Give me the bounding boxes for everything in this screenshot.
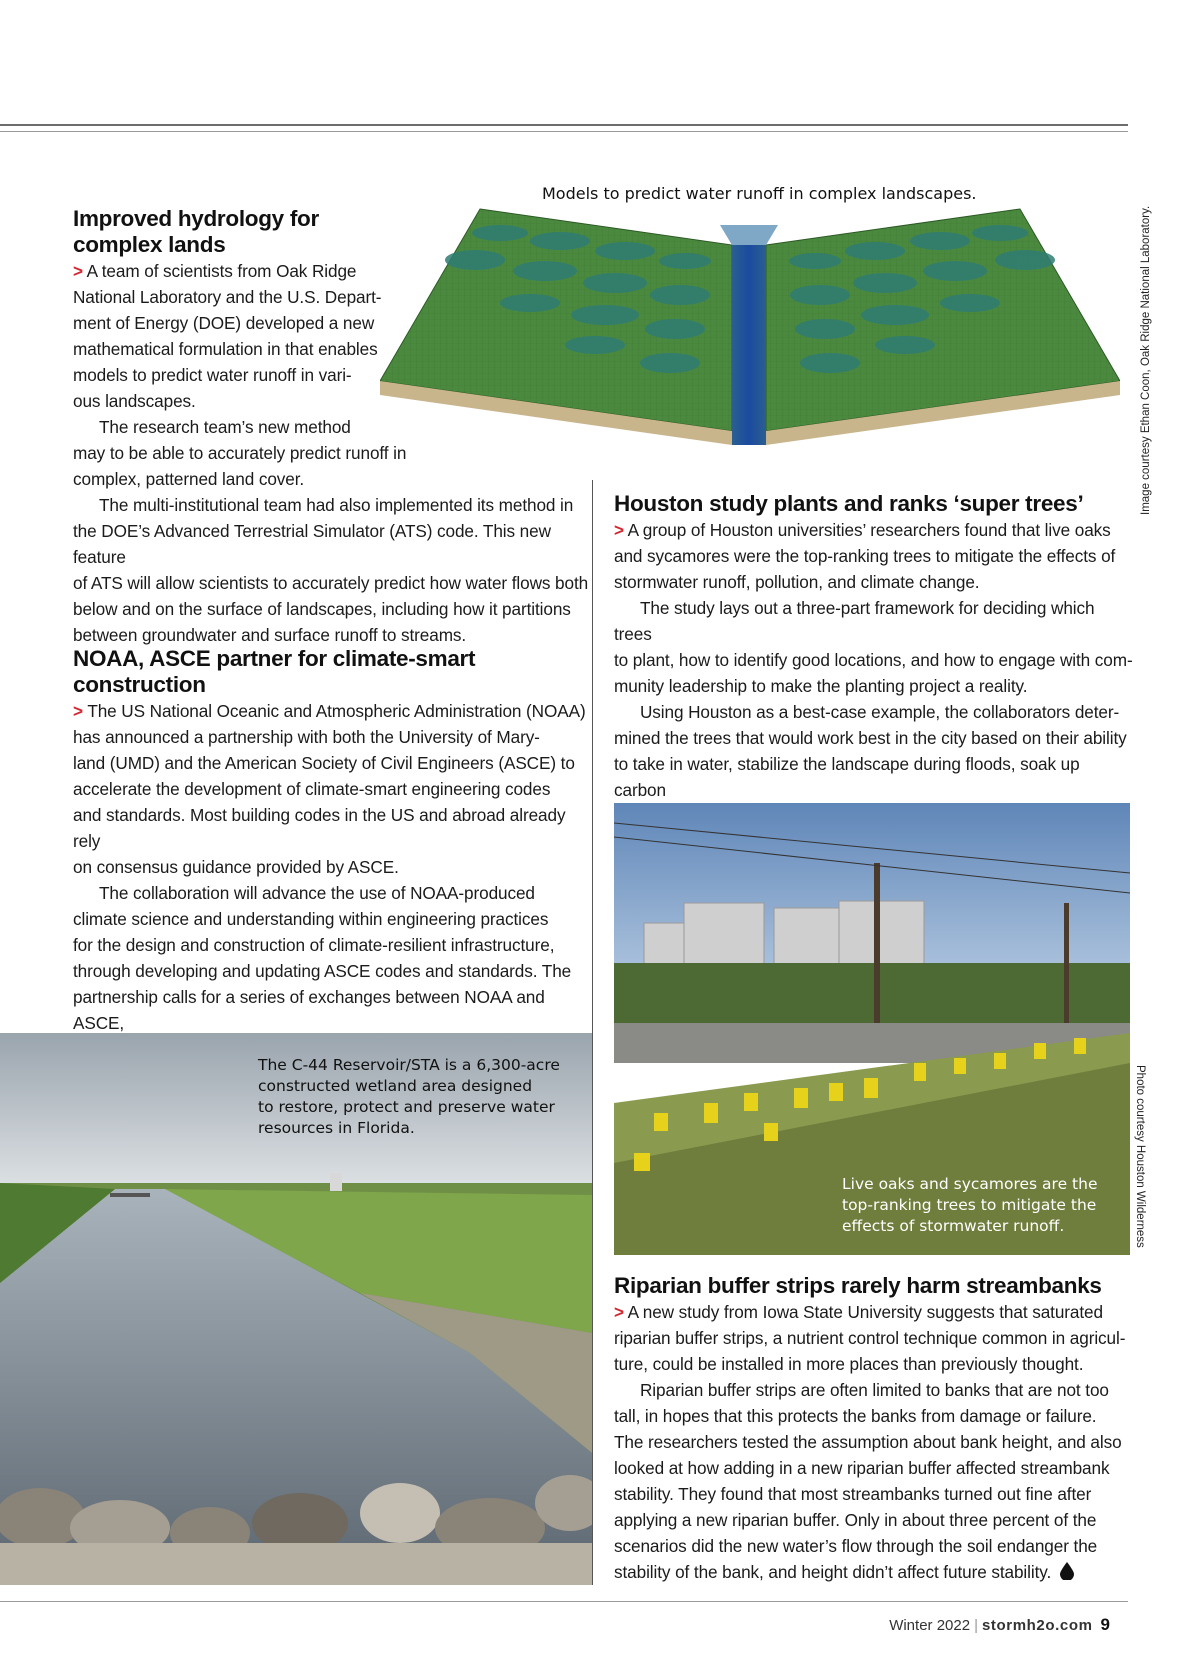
article-4-p1: > A new study from Iowa State University suggests that saturated riparian buffer strips, a nutrient control technique common in agricul- ture, could be installed in more places than previously thought. bbox=[614, 1302, 1126, 1374]
article-1-p3: The multi-institutional team had also implemented its method in the DOE’s Advanced Terrestrial Simulator (ATS) code. This new feature of ATS will allow scientists to accurately predict how water flows both below and on the surface of landscapes, including how it partitions between groundwater and surface runoff to streams. bbox=[73, 495, 589, 645]
water-drop-icon bbox=[1060, 1562, 1074, 1580]
article-1-p2: The research team’s new method may to be able to accurately predict runoff in complex, patterned land cover. bbox=[73, 417, 407, 489]
model-channel bbox=[732, 245, 766, 445]
article-1-title: Improved hydrology for complex lands bbox=[73, 206, 319, 257]
article-2-p1: > The US National Oceanic and Atmospheric Administration (NOAA) has announced a partnership with both the University of Mary- land (UMD) and the American Society of Civil Engineers (ASCE) to accelerate the development of climate-smart engineering codes and standards. Most building codes in the US and abroad already rely on consensus guidance provided by ASCE. bbox=[73, 701, 586, 877]
article-riparian-buffer bbox=[614, 1273, 1134, 1585]
article-3-p2: The study lays out a three-part framework for deciding which trees to plant, how to identify good locations, and how to engage with com- munity leadership to make the planting project a reality. bbox=[614, 598, 1133, 696]
figure-3-caption: Live oaks and sycamores are the top-ranking trees to mitigate the effects of stormwater runoff. bbox=[842, 1175, 1098, 1235]
figure-1-credit: Image courtesy Ethan Coon, Oak Ridge National Laboratory. bbox=[1140, 205, 1152, 515]
page-footer bbox=[889, 1615, 1110, 1635]
header-rule-thin bbox=[0, 131, 1128, 132]
article-improved-hydrology bbox=[73, 206, 593, 648]
article-houston-super-trees bbox=[614, 491, 1134, 829]
site-link[interactable]: stormh2o.com bbox=[981, 1617, 1093, 1634]
figure-1-caption: Models to predict water runoff in complex landscapes. bbox=[542, 184, 977, 203]
issue-label: Winter 2022 bbox=[889, 1617, 971, 1634]
header-rule bbox=[0, 124, 1128, 126]
column-divider bbox=[592, 480, 593, 1585]
article-3-p1: > A group of Houston universities’ researchers found that live oaks and sycamores were the top-ranking trees to mitigate the effects of stormwater runoff, pollution, and climate change. bbox=[614, 520, 1116, 592]
article-4-p2: Riparian buffer strips are often limited to banks that are not too tall, in hopes that this protects the banks from damage or failure. The researchers tested the assumption about bank height, and also looked at how adding in a new riparian buffer affected streambank stability. They found that most streambanks turned out fine after applying a new riparian buffer. Only in about three percent of the scenarios did the new water’s flow through the soil endanger the stability of the bank, and height didn’t affect future stability. bbox=[614, 1380, 1122, 1582]
figure-3-credit: Photo courtesy Houston Wilderness bbox=[1134, 1065, 1146, 1248]
article-3-title: Houston study plants and ranks ‘super trees’ bbox=[614, 491, 1084, 516]
article-3-p3: Using Houston as a best-case example, the collaborators deter- mined the trees that would work best in the city based on their ability to take in water, stabilize the landscape during floods, soak up carbon bbox=[614, 702, 1127, 800]
figure-2-caption: The C-44 Reservoir/STA is a 6,300-acre constructed wetland area designed to restore, protect and preserve water resources in Florida. bbox=[258, 1056, 560, 1137]
article-2-title: NOAA, ASCE partner for climate-smart construction bbox=[73, 646, 476, 697]
article-4-title: Riparian buffer strips rarely harm streambanks bbox=[614, 1273, 1102, 1298]
article-1-p1: > A team of scientists from Oak Ridge National Laboratory and the U.S. Depart- ment of Energy (DOE) developed a new mathematical formulation in that enables models to predict water runoff in vari- ous landscapes. bbox=[73, 261, 382, 411]
article-noaa-asce bbox=[73, 646, 593, 1088]
footer-separator: | bbox=[974, 1617, 978, 1634]
footer-rule bbox=[0, 1601, 1128, 1602]
article-2-p2: The collaboration will advance the use of NOAA-produced climate science and understanding within engineering practices for the design and construction of climate-resilient infrastructure, through developing and updating ASCE codes and standards. The partnership calls for a series of exchanges between NOAA and ASCE, bbox=[73, 883, 572, 1033]
page-number: 9 bbox=[1100, 1615, 1110, 1634]
